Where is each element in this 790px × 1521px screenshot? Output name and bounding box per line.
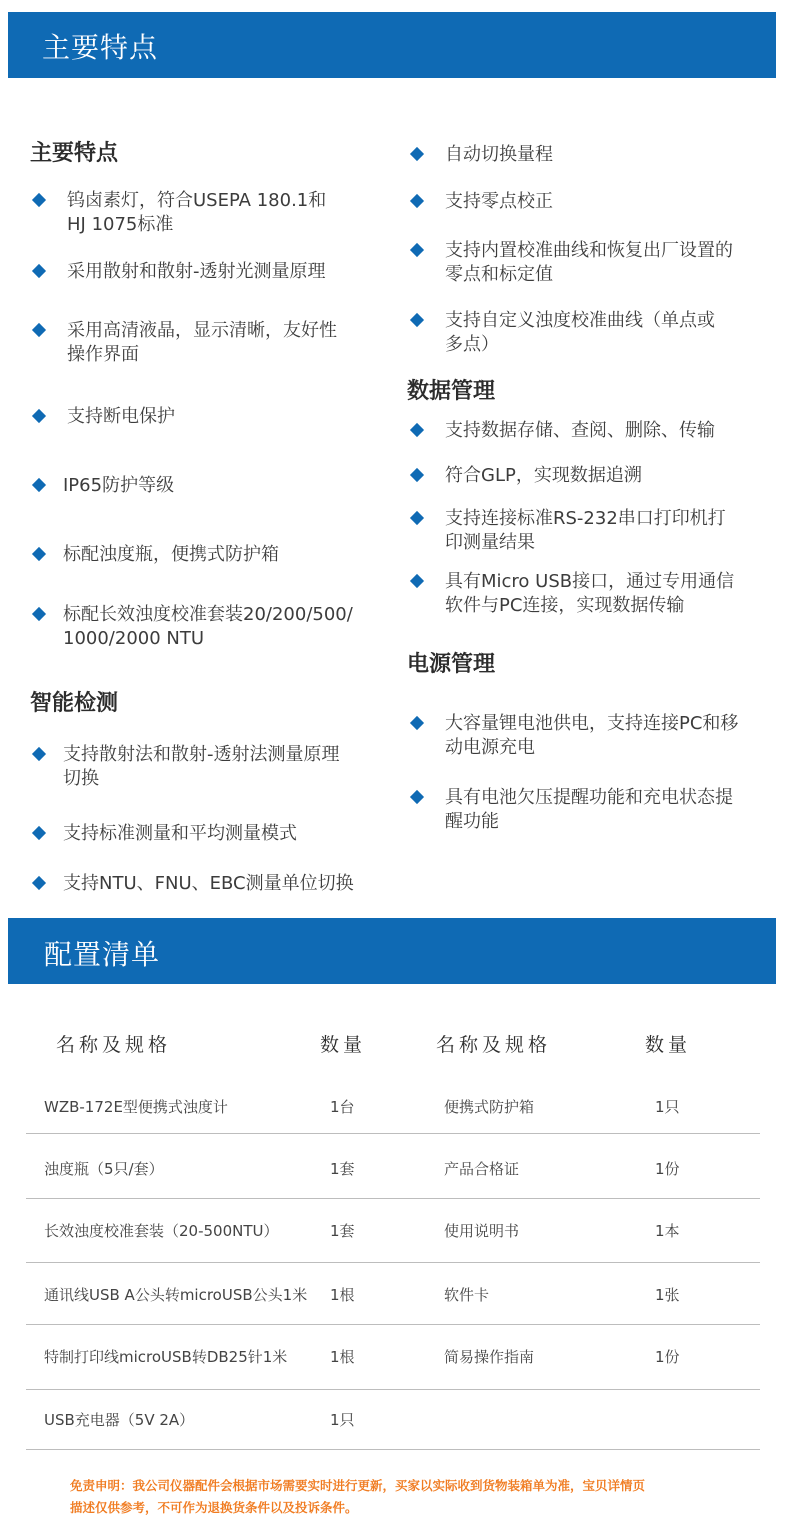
diamond-bullet-icon xyxy=(32,747,46,761)
diamond-bullet-icon xyxy=(410,716,424,730)
diamond-bullet-icon xyxy=(32,876,46,890)
diamond-bullet-icon xyxy=(32,193,46,207)
diamond-bullet-icon xyxy=(32,607,46,621)
table-row: 特制打印线microUSB转DB25针1米 1根 简易操作指南 1份 xyxy=(26,1325,760,1390)
disclaimer-text: 免责申明：我公司仪器配件会根据市场需要实时进行更新，买家以实际收到货物装箱单为准，宝贝详情页 描述仅供参考，不可作为退换货条件以及投诉条件。 xyxy=(70,1478,646,1515)
diamond-bullet-icon xyxy=(32,323,46,337)
diamond-bullet-icon xyxy=(32,826,46,840)
diamond-bullet-icon xyxy=(32,547,46,561)
table-header-name-2: 名称及规格 xyxy=(436,1034,552,1056)
features-banner xyxy=(8,12,776,78)
section-title-data: 数据管理 xyxy=(407,379,496,404)
diamond-bullet-icon xyxy=(410,194,424,208)
diamond-bullet-icon xyxy=(410,511,424,525)
section-title-smart: 智能检测 xyxy=(30,691,119,716)
section-title-power: 电源管理 xyxy=(407,652,496,677)
diamond-bullet-icon xyxy=(410,313,424,327)
diamond-bullet-icon xyxy=(410,574,424,588)
diamond-bullet-icon xyxy=(32,264,46,278)
diamond-bullet-icon xyxy=(410,423,424,437)
table-row: USB充电器（5V 2A） 1只 xyxy=(26,1390,760,1450)
table-row: 通讯线USB A公头转microUSB公头1米 1根 软件卡 1张 xyxy=(26,1263,760,1325)
table-row: 长效浊度校准套装（20-500NTU） 1套 使用说明书 1本 xyxy=(26,1199,760,1263)
diamond-bullet-icon xyxy=(32,478,46,492)
table-header-qty-2: 数量 xyxy=(645,1034,692,1056)
diamond-bullet-icon xyxy=(410,790,424,804)
config-banner xyxy=(8,918,776,984)
table-row: WZB-172E型便携式浊度计 1台 便携式防护箱 1只 xyxy=(26,1073,760,1134)
features-banner-title: 主要特点 xyxy=(42,31,159,64)
section-title-main: 主要特点 xyxy=(30,141,119,166)
diamond-bullet-icon xyxy=(32,409,46,423)
table-row: 浊度瓶（5只/套） 1套 产品合格证 1份 xyxy=(26,1134,760,1199)
table-header-qty-1: 数量 xyxy=(320,1034,367,1056)
diamond-bullet-icon xyxy=(410,147,424,161)
diamond-bullet-icon xyxy=(410,243,424,257)
diamond-bullet-icon xyxy=(410,468,424,482)
config-banner-title: 配置清单 xyxy=(44,938,161,971)
table-header-name-1: 名称及规格 xyxy=(56,1034,172,1056)
